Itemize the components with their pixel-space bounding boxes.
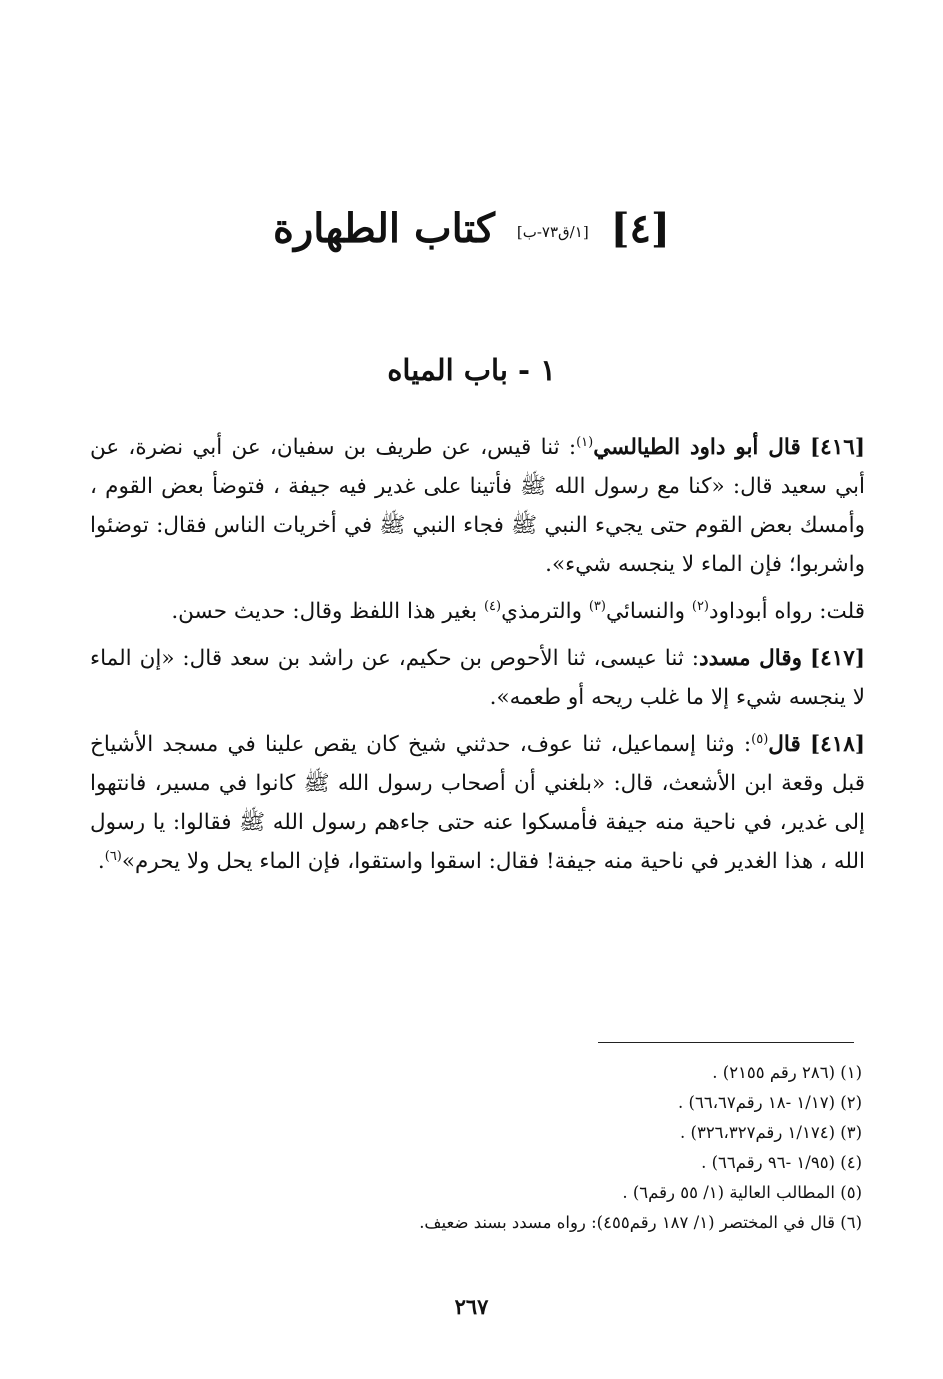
hadith-text: : وثنا إسماعيل، ثنا عوف، حدثني شيخ كان يقص علينا في مسجد الأشياخ قبل وقعة ابن الأشعث، قال: «بلغني أن أصحاب رسول الله ﷺ كانوا في مسير، فانتهوا إلى غدير، في ناحية منه جيفة فأمسكوا عنه حتى جاءهم رسول الله ﷺ فقالوا: يا رسول الله ، هذا الغدير في ناحية منه جيفة! فقال: اسقوا واستقوا، فإن الماء يحل ولا يحرم» [90, 732, 865, 874]
book-title [200, 205, 743, 252]
footnote-divider [598, 1042, 854, 1043]
footnote-marker: (٢) [691, 598, 709, 614]
hadith-text: : ثنا عيسى، ثنا الأحوص بن حكيم، عن راشد بن سعد قال: «إن الماء لا ينجسه شيء إلا ما غلب ريحه أو طعمه». [90, 646, 865, 710]
book-number: [٤] [610, 205, 670, 252]
footnote-item: (٦) قال في المختصر (١/ ١٨٧ رقم٤٥٥): رواه مسدد بسند ضعيف. [419, 1213, 862, 1232]
hadith-number: [٤١٦] [809, 435, 865, 460]
manuscript-reference: [١/ق٧٣-ب] [516, 223, 589, 241]
hadith-418 [90, 725, 865, 881]
footnote-marker: (٣) [588, 598, 606, 614]
hadith-end: . [97, 849, 105, 874]
narrator-lead: قال أبو داود الطيالسي [593, 435, 801, 460]
hadith-number: [٤١٨] [809, 732, 865, 757]
hadith-417 [90, 639, 865, 717]
footnote-marker: (٤) [483, 598, 502, 614]
footnote-marker: (١) [576, 434, 594, 450]
narrator-lead: قال [768, 732, 801, 757]
main-text [90, 428, 865, 889]
book-title-text: كتاب الطهارة [273, 205, 495, 252]
hadith-number: [٤١٧] [809, 646, 865, 671]
footnote-marker: (٥) [751, 731, 769, 747]
footnote-item: (٢) (١/١٧ -١٨ رقم٦٦،٦٧) . [678, 1093, 862, 1112]
footnote-item: (٥) المطالب العالية (١/ ٥٥ رقم٦) . [622, 1183, 862, 1202]
page-number: ٢٦٧ [454, 1294, 489, 1319]
footnotes [200, 1058, 862, 1238]
commentary-paragraph [90, 592, 865, 631]
narrator-lead: وقال مسدد [699, 646, 803, 671]
commentary-text: والترمذي [501, 599, 589, 624]
commentary-text: والنسائي [605, 599, 692, 624]
footnote-marker: (٦) [104, 848, 122, 864]
footnote-item: (٣) (١/١٧٤ رقم٣٢٦،٣٢٧) . [680, 1123, 862, 1142]
commentary-text: بغير هذا اللفظ وقال: حديث حسن. [171, 599, 484, 624]
footnote-item: (١) (٢٨٦ رقم ٢١٥٥) . [712, 1063, 862, 1082]
hadith-text: : ثنا قيس، عن طريف بن سفيان، عن أبي نضرة، عن أبي سعيد قال: «كنا مع رسول الله ﷺ فأتينا على غدير فيه جيفة ، فتوضأ بعض القوم ، وأمسك بعض القوم حتى يجيء النبي ﷺ فجاء النبي ﷺ في أخريات الناس فقال: توضئوا واشربوا؛ فإن الماء لا ينجسه شيء». [90, 435, 865, 577]
hadith-416 [90, 428, 865, 584]
footnote-item: (٤) (١/٩٥ -٩٦ رقم٦٦) . [701, 1153, 862, 1172]
commentary-text: قلت: رواه أبوداود [709, 599, 865, 624]
chapter-title: ١ - باب المياه [387, 353, 556, 387]
